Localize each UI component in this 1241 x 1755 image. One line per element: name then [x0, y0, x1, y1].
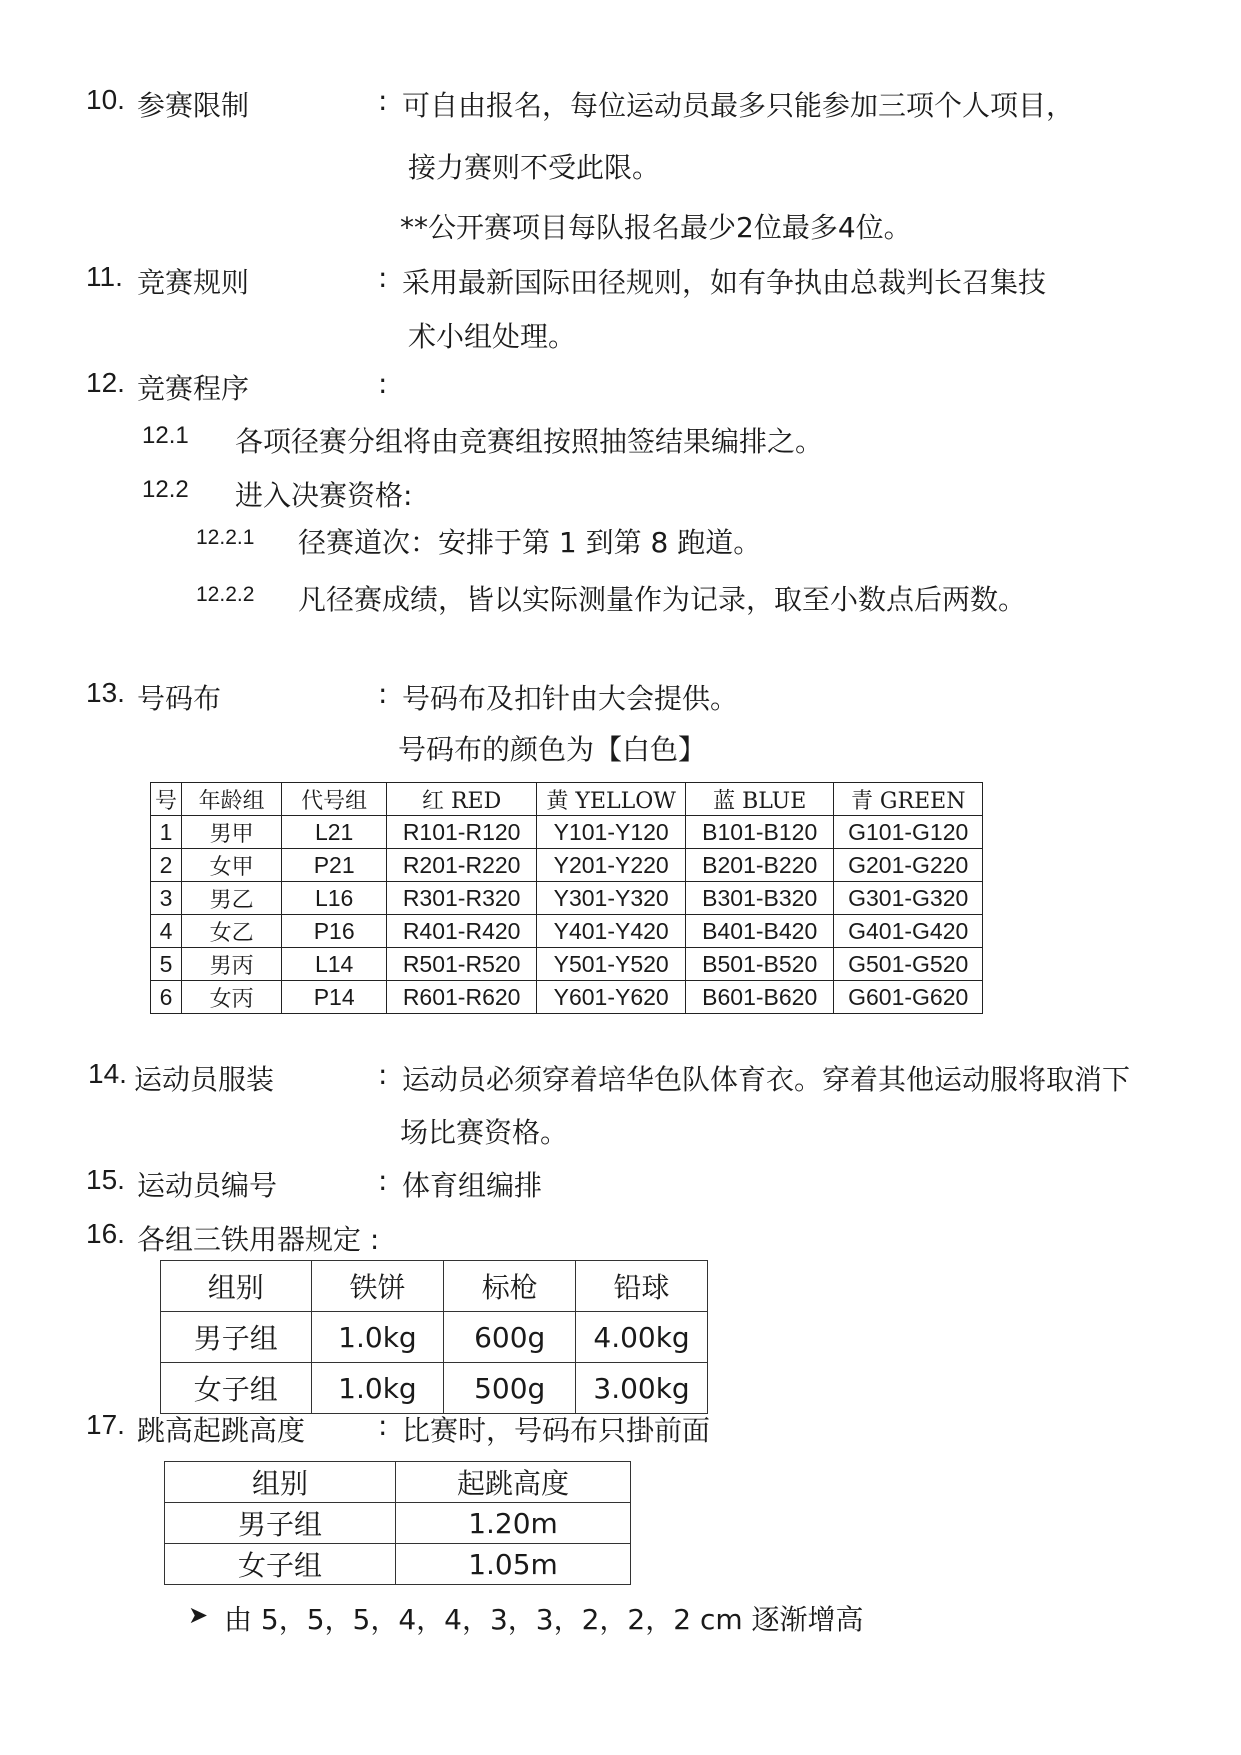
bib-table-cell: 男甲	[181, 816, 281, 849]
section-12-colon: :	[378, 367, 388, 400]
section-13-title: 号码布	[137, 682, 222, 715]
implements-table-cell: 1.0kg	[311, 1312, 444, 1363]
section-11-number: 11.	[86, 261, 123, 292]
bib-table-row	[151, 915, 983, 948]
bib-table-cell: 男丙	[181, 948, 281, 981]
bib-number-table	[150, 782, 983, 1014]
section-15-text-line1: 体育组编排	[402, 1169, 543, 1202]
bib-table-cell: G201-G220	[834, 849, 983, 882]
section-13-text-line2: 号码布的颜色为【白色】	[398, 733, 707, 766]
bib-table-cell: B401-B420	[685, 915, 833, 948]
section-14-number: 14.	[88, 1058, 127, 1089]
bib-table-cell: 男乙	[181, 882, 281, 915]
bib-table-cell: B101-B120	[685, 816, 833, 849]
section-10-text-line2: 接力赛则不受此限。	[408, 151, 661, 184]
section-15-title: 运动员编号	[137, 1169, 278, 1202]
section-16-title: 各组三铁用器规定 :	[137, 1223, 380, 1256]
high-jump-height-table	[164, 1461, 631, 1585]
section-13-colon: :	[378, 677, 388, 710]
section-10-number: 10.	[86, 84, 125, 115]
bib-table-cell: P16	[282, 915, 387, 948]
highjump-header-cell: 起跳高度	[396, 1462, 631, 1503]
section-13-number: 13.	[86, 677, 125, 708]
bib-table-cell: 5	[151, 948, 182, 981]
bib-table-cell: Y601-Y620	[537, 981, 686, 1014]
bib-table-cell: 3	[151, 882, 182, 915]
section-10-title: 参赛限制	[137, 89, 250, 122]
section-14-text-line2: 场比赛资格。	[400, 1116, 569, 1149]
section-10-text-line1: 可自由报名，每位运动员最多只能参加三项个人项目，	[402, 89, 1075, 122]
item-12-2-2-number: 12.2.2	[196, 583, 255, 606]
highjump-table-cell: 女子组	[165, 1544, 396, 1585]
section-12-number: 12.	[86, 367, 125, 398]
item-12-2-text: 进入决赛资格:	[235, 479, 413, 512]
implements-table-cell: 600g	[444, 1312, 576, 1363]
arrow-bullet-icon: ➤	[188, 1601, 209, 1629]
implements-table-cell: 1.0kg	[311, 1363, 444, 1414]
bib-table-cell: Y401-Y420	[537, 915, 686, 948]
bib-table-cell: B501-B520	[685, 948, 833, 981]
bib-table-header-row	[151, 783, 983, 816]
section-17-number: 17.	[86, 1409, 125, 1440]
bullet-text: 由 5，5，5，4，4，3，3，2，2，2 cm 逐渐增高	[224, 1603, 864, 1636]
bib-table-cell: G601-G620	[834, 981, 983, 1014]
implements-table-row	[161, 1312, 708, 1363]
bib-table-cell: P21	[282, 849, 387, 882]
bib-table-cell: 2	[151, 849, 182, 882]
bib-header-cell: 黄 YELLOW	[537, 783, 686, 816]
bib-table-cell: Y301-Y320	[537, 882, 686, 915]
bib-table-cell: G101-G120	[834, 816, 983, 849]
item-12-1-text: 各项径赛分组将由竞赛组按照抽签结果编排之。	[235, 425, 824, 458]
section-12-title: 竞赛程序	[137, 372, 250, 405]
bib-table-cell: R601-R620	[386, 981, 536, 1014]
bib-table-cell: B601-B620	[685, 981, 833, 1014]
section-10-text-line3: **公开赛项目每队报名最少2位最多4位。	[400, 211, 912, 244]
bib-table-cell: B201-B220	[685, 849, 833, 882]
bib-table-cell: G401-G420	[834, 915, 983, 948]
bib-table-cell: 女甲	[181, 849, 281, 882]
bib-table-row	[151, 948, 983, 981]
bib-table-cell: Y201-Y220	[537, 849, 686, 882]
implements-header-row	[161, 1261, 708, 1312]
bib-table-cell: G501-G520	[834, 948, 983, 981]
section-11-colon: :	[378, 261, 388, 294]
bib-table-row	[151, 816, 983, 849]
bib-header-cell: 年龄组	[181, 783, 281, 816]
bib-table-cell: 4	[151, 915, 182, 948]
item-12-2-1-number: 12.2.1	[196, 526, 255, 549]
section-17-title: 跳高起跳高度	[137, 1414, 306, 1447]
item-12-2-2-text: 凡径赛成绩，皆以实际测量作为记录，取至小数点后两数。	[298, 583, 1027, 616]
bib-header-cell: 蓝 BLUE	[685, 783, 833, 816]
implements-header-cell: 组别	[161, 1261, 312, 1312]
highjump-table-cell: 1.05m	[396, 1544, 631, 1585]
section-17-colon: :	[378, 1409, 388, 1442]
highjump-header-cell: 组别	[165, 1462, 396, 1503]
section-14-colon: :	[378, 1058, 388, 1091]
bib-table-cell: R401-R420	[386, 915, 536, 948]
bib-table-cell: P14	[282, 981, 387, 1014]
bib-table-cell: L21	[282, 816, 387, 849]
bib-table-cell: Y101-Y120	[537, 816, 686, 849]
section-13-text-line1: 号码布及扣针由大会提供。	[402, 682, 739, 715]
bib-table-cell: 女乙	[181, 915, 281, 948]
implements-header-cell: 标枪	[444, 1261, 576, 1312]
bib-table-cell: R301-R320	[386, 882, 536, 915]
section-14-title: 运动员服装	[134, 1063, 275, 1096]
implements-table-cell: 女子组	[161, 1363, 312, 1414]
highjump-table-cell: 1.20m	[396, 1503, 631, 1544]
bib-table-cell: 女丙	[181, 981, 281, 1014]
bib-table-cell: 6	[151, 981, 182, 1014]
bib-table-row	[151, 882, 983, 915]
bib-table-cell: R201-R220	[386, 849, 536, 882]
implements-table-cell: 500g	[444, 1363, 576, 1414]
section-15-colon: :	[378, 1164, 388, 1197]
highjump-header-row	[165, 1462, 631, 1503]
section-11-text-line2: 术小组处理。	[408, 320, 577, 353]
implements-header-cell: 铅球	[576, 1261, 708, 1312]
section-10-colon: :	[378, 84, 388, 117]
implements-header-cell: 铁饼	[311, 1261, 444, 1312]
bib-header-cell: 红 RED	[386, 783, 536, 816]
bib-table-cell: 1	[151, 816, 182, 849]
bib-table-cell: B301-B320	[685, 882, 833, 915]
throwing-implements-table	[160, 1260, 708, 1414]
highjump-table-cell: 男子组	[165, 1503, 396, 1544]
item-12-2-1-text: 径赛道次：安排于第 1 到第 8 跑道。	[298, 526, 762, 559]
bib-table-cell: Y501-Y520	[537, 948, 686, 981]
bib-header-cell: 代号组	[282, 783, 387, 816]
implements-table-cell: 4.00kg	[576, 1312, 708, 1363]
section-16-number: 16.	[86, 1218, 125, 1249]
section-11-title: 竞赛规则	[137, 266, 250, 299]
bib-table-cell: R501-R520	[386, 948, 536, 981]
bib-table-cell: L14	[282, 948, 387, 981]
section-11-text-line1: 采用最新国际田径规则，如有争执由总裁判长召集技	[402, 266, 1047, 299]
bib-table-cell: L16	[282, 882, 387, 915]
item-12-2-number: 12.2	[142, 476, 189, 503]
bib-header-cell: 号	[151, 783, 182, 816]
section-14-text-line1: 运动员必须穿着培华色队体育衣。穿着其他运动服将取消下	[402, 1063, 1131, 1096]
bib-table-cell: G301-G320	[834, 882, 983, 915]
implements-table-cell: 3.00kg	[576, 1363, 708, 1414]
implements-table-row	[161, 1363, 708, 1414]
section-15-number: 15.	[86, 1164, 125, 1195]
implements-table-cell: 男子组	[161, 1312, 312, 1363]
bib-table-row	[151, 981, 983, 1014]
section-17-text-line1: 比赛时，号码布只掛前面	[402, 1414, 711, 1447]
highjump-table-row	[165, 1544, 631, 1585]
bib-header-cell: 青 GREEN	[834, 783, 983, 816]
highjump-table-row	[165, 1503, 631, 1544]
item-12-1-number: 12.1	[142, 422, 189, 449]
bib-table-cell: R101-R120	[386, 816, 536, 849]
bib-table-row	[151, 849, 983, 882]
